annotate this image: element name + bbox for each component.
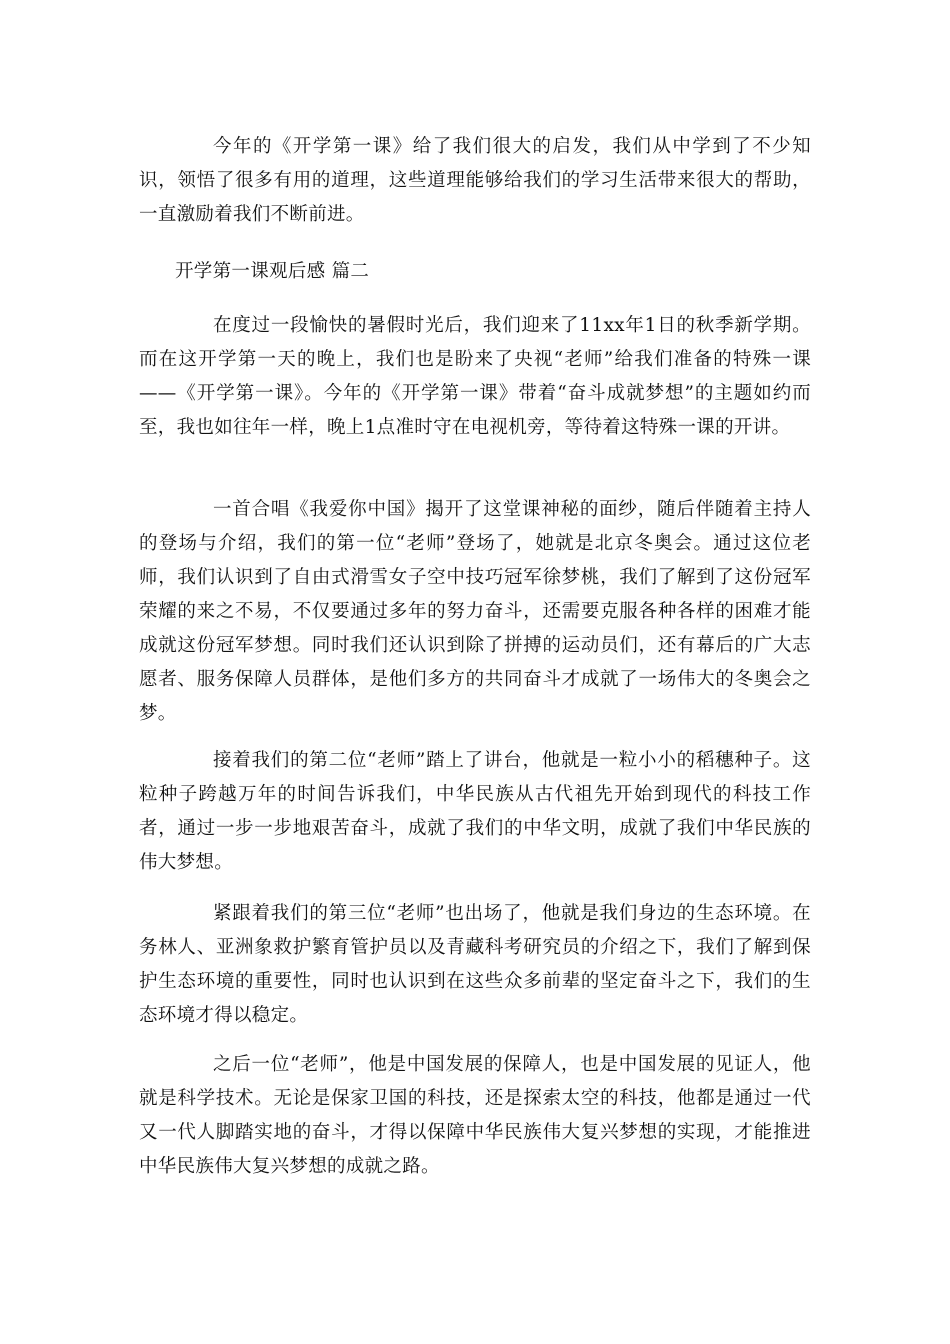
paragraph-first-teacher: 一首合唱《我爱你中国》揭开了这堂课神秘的面纱，随后伴随着主持人的登场与介绍，我们的第一位“老师”登场了，她就是北京冬奥会。通过这位老师，我们认识到了自由式滑雪女子空中技巧冠军徐梦桃，我们了解到了这份冠军荣耀的来之不易，不仅要通过多年的努力奋斗，还需要克服各种各样的困难才能成就这份冠军梦想。同时我们还认识到除了拼搏的运动员们，还有幕后的广大志愿者、服务保障人员群体，是他们多方的共同奋斗才成就了一场伟大的冬奥会之梦。	[139, 499, 811, 724]
section-heading: 开学第一课观后感 篇二	[175, 261, 370, 282]
paragraph-third-teacher: 紧跟着我们的第三位“老师”也出场了，他就是我们身边的生态环境。在务林人、亚洲象救护繁育管护员以及青藏科考研究员的介绍之下，我们了解到保护生态环境的重要性，同时也认识到在这些众多前辈的坚定奋斗之下，我们的生态环境才得以稳定。	[139, 903, 811, 1026]
paragraph-fourth-teacher: 之后一位“老师”，他是中国发展的保障人，也是中国发展的见证人，他就是科学技术。无论是保家卫国的科技，还是探索太空的科技，他都是通过一代又一代人脚踏实地的奋斗，才得以保障中华民族伟大复兴梦想的实现，才能推进中华民族伟大复兴梦想的成就之路。	[139, 1054, 811, 1177]
paragraph-second-teacher: 接着我们的第二位“老师”踏上了讲台，他就是一粒小小的稻穗种子。这粒种子跨越万年的时间告诉我们，中华民族从古代祖先开始到现代的科技工作者，通过一步一步地艰苦奋斗，成就了我们的中华文明，成就了我们中华民族的伟大梦想。	[139, 750, 811, 873]
paragraph-intro: 在度过一段愉快的暑假时光后，我们迎来了11xx年1日的秋季新学期。而在这开学第一天的晚上，我们也是盼来了央视“老师”给我们准备的特殊一课——《开学第一课》。今年的《开学第一课》带着“奋斗成就梦想”的主题如约而至，我也如往年一样，晚上1点准时守在电视机旁，等待着这特殊一课的开讲。	[139, 315, 811, 438]
paragraph-closing-part-one: 今年的《开学第一课》给了我们很大的启发，我们从中学到了不少知识，领悟了很多有用的道理，这些道理能够给我们的学习生活带来很大的帮助，一直激励着我们不断前进。	[139, 136, 811, 225]
